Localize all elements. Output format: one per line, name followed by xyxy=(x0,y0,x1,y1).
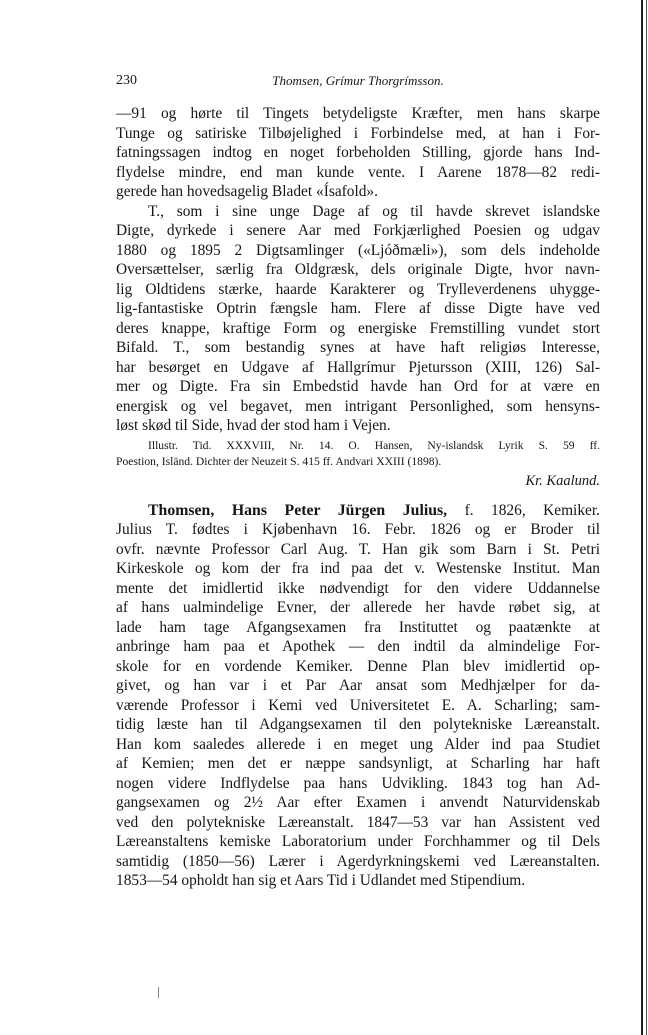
text-line: samtidig (1850—56) Lærer i Agerdyrkningskemi ved Læreanstalten. xyxy=(116,852,600,870)
text-line: værende Professor i Kemi ved Universitetet E. A. Scharling; sam- xyxy=(116,696,600,714)
text-line: løst skød til Side, hvad der stod ham i Vejen. xyxy=(116,417,391,434)
text-line: lig-fantastiske Optrin fængsle ham. Flere af disse Digte have ved xyxy=(116,300,600,317)
text-line: deres knappe, kraftige Form og energiske Fremstilling vundet stort xyxy=(116,319,600,337)
text-line: 1853—54 opholdt han sig et Aars Tid i Udlandet med Stipendium. xyxy=(116,872,526,889)
page-edge-shadow xyxy=(641,0,643,1035)
text-line: af hans ualmindelige Evner, der allerede her havde røbet sig, at xyxy=(116,599,600,616)
text-line: givet, og han var i et Par Aar ansat som Medhjælper for da- xyxy=(116,677,600,694)
text-line: tidig læste han til Adgangsexamen til den polytekniske Læreanstalt. xyxy=(116,716,600,733)
entry-heading-rest: f. 1826, Kemiker. xyxy=(447,501,600,519)
entry-heading-line xyxy=(116,501,600,521)
reference-line: Illustr. Tid. XXXVIII, Nr. 14. O. Hansen, Ny-islandsk Lyrik S. 59 ff. xyxy=(148,438,600,452)
text-line: —91 og hørte til Tingets betydeligste Kræfter, men hans skarpe xyxy=(116,105,600,122)
text-line: har besørget en Udgave af Hallgrímur Pjetursson (XIII, 126) Sal- xyxy=(116,358,600,376)
text-line: Digte, dyrkede i senere Aar med Forkjærlighed Poesien og udgav xyxy=(116,222,600,239)
text-line: Oversættelser, særlig fra Oldgræsk, dels originale Digte, hvor navn- xyxy=(116,261,600,278)
page-edge-line xyxy=(646,0,647,1035)
text-line: Tunge og satiriske Tilbøjelighed i Forbindelse med, at han i For- xyxy=(116,124,600,142)
entry-heading: Thomsen, Hans Peter Jürgen Julius, xyxy=(148,501,448,519)
text-line: ved den polytekniske Læreanstalt. 1847—53 var han Assistent ved xyxy=(116,813,600,831)
text-line: 1880 og 1895 2 Digtsamlinger («Ljóðmæli»), som dels indeholde xyxy=(116,241,600,259)
page-number: 230 xyxy=(116,73,137,88)
text-line: mer og Digte. Fra sin Embedstid havde han Ord for at være en xyxy=(116,378,600,395)
paragraph-poetry xyxy=(116,202,600,436)
text-line: nogen videre Indflydelse paa hans Udvikling. 1843 tog han Ad- xyxy=(116,774,600,792)
bibliography-references xyxy=(116,438,600,470)
text-line: flydelse mindre, end man kunde vente. I Aarene 1878—82 redi- xyxy=(116,163,600,181)
reference-line: Poestion, Isländ. Dichter der Neuzeit S. 415 ff. Andvari XXIII (1898). xyxy=(116,454,442,468)
text-line: skole for en vordende Kemiker. Denne Plan blev imidlertid op- xyxy=(116,657,600,675)
text-line: gangsexamen og 2½ Aar efter Examen i anvendt Naturvidenskab xyxy=(116,794,600,811)
text-line: Bifald. T., som bestandig synes at have haft religiøs Interesse, xyxy=(116,339,600,356)
stray-mark xyxy=(158,987,159,998)
paragraph-thomsen-julius xyxy=(116,520,600,891)
text-line: af Kemien; men det er næppe sandsynligt, at Scharling har haft xyxy=(116,755,600,772)
text-line: Kirkeskole og kom der fra ind paa det v. Westenske Institut. Man xyxy=(116,560,600,577)
text-line: gerede han hovedsagelig Bladet «Ísafold». xyxy=(116,183,378,200)
text-line: lade ham tage Afgangsexamen fra Instituttet og paatænkte at xyxy=(116,618,600,636)
text-line: energisk og vel begavet, men intrigant Personlighed, som hensyns- xyxy=(116,397,600,415)
text-line: lig Oldtidens stærke, haarde Karakterer og Trylleverdenens uhygge- xyxy=(116,280,600,298)
running-head: Thomsen, Grímur Thorgrímsson. xyxy=(272,73,444,88)
text-line: anbringe ham paa et Apothek — den indtil da almindelige For- xyxy=(116,638,600,655)
body-text xyxy=(116,104,600,891)
page-header xyxy=(116,73,600,93)
text-line: mente det imidlertid ikke nødvendigt for den videre Uddannelse xyxy=(116,579,600,597)
author-signature: Kr. Kaalund. xyxy=(525,472,600,489)
text-line: Læreanstaltens kemiske Laboratorium under Forchhammer og til Dels xyxy=(116,833,600,850)
paragraph-politics xyxy=(116,104,600,202)
text-line: Julius T. fødtes i Kjøbenhavn 16. Febr. 1826 og er Broder til xyxy=(116,521,600,538)
text-line: fatningssagen indtog en noget forbeholden Stilling, gjorde hans Ind- xyxy=(116,144,600,161)
text-line: Han kom saaledes allerede i en meget ung Alder ind paa Studiet xyxy=(116,735,600,753)
text-line: T., som i sine unge Dage af og til havde skrevet islandske xyxy=(148,202,600,220)
text-line: ovfr. nævnte Professor Carl Aug. T. Han gik som Barn i St. Petri xyxy=(116,540,600,558)
